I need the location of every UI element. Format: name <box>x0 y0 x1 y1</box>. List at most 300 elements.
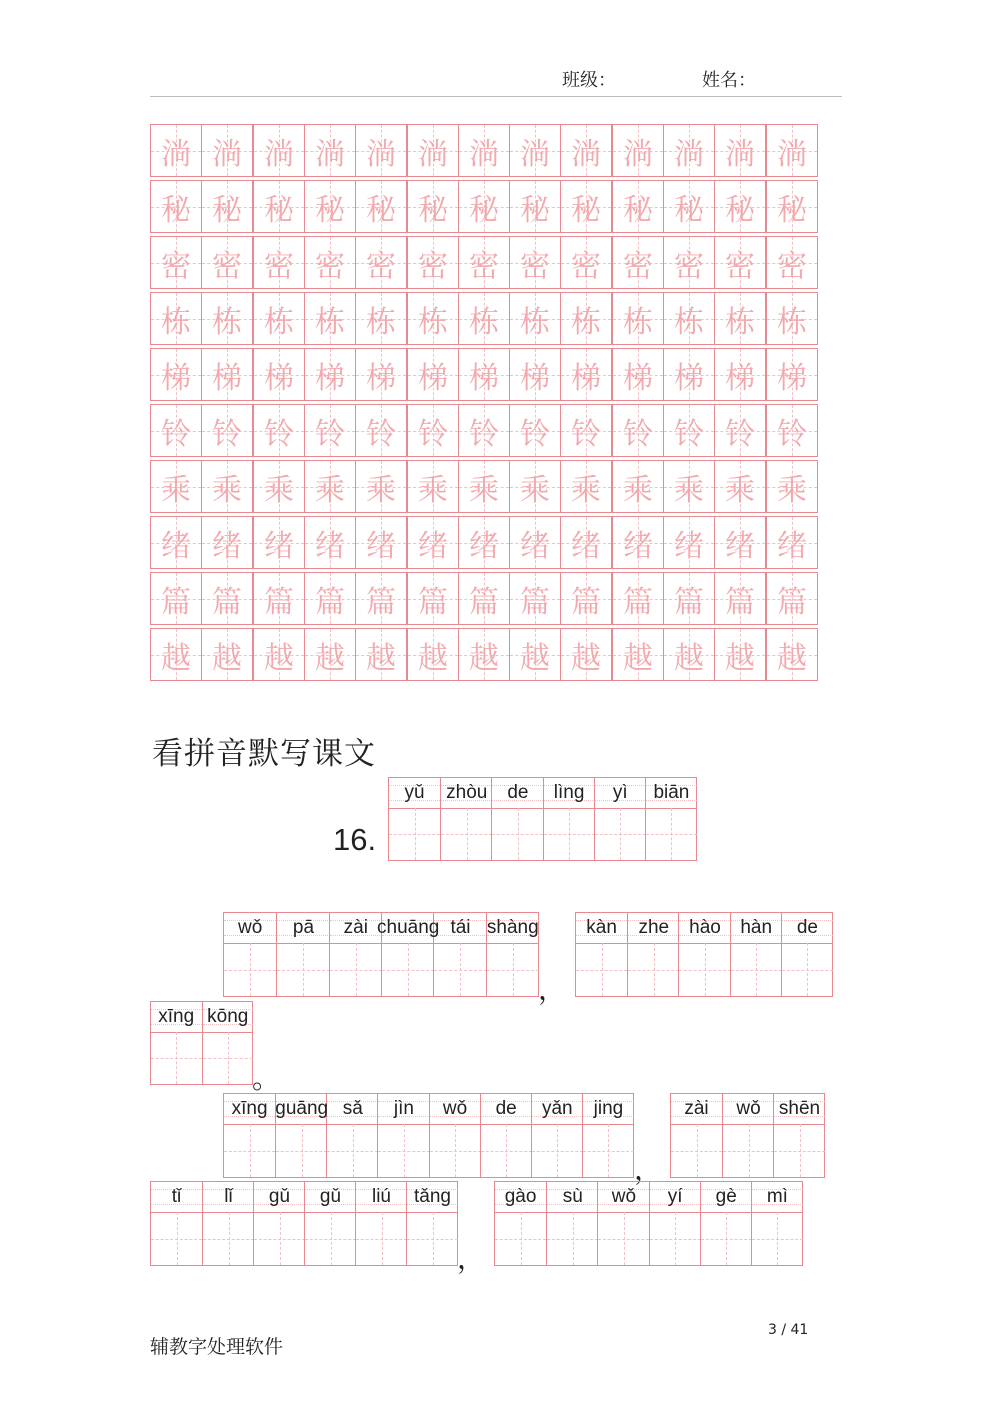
character-write-box[interactable] <box>378 1124 429 1177</box>
trace-character: 越 <box>571 640 601 676</box>
practice-cell <box>458 572 510 625</box>
practice-cell <box>150 516 202 569</box>
character-write-box[interactable] <box>532 1124 583 1177</box>
trace-character: 铃 <box>212 416 242 452</box>
practice-cell <box>304 404 356 457</box>
practice-cell <box>560 180 612 233</box>
pinyin-label: zài <box>671 1094 722 1125</box>
pinyin-label: lìng <box>544 778 595 809</box>
trace-character: 淌 <box>520 136 550 172</box>
character-write-box[interactable] <box>407 1212 458 1265</box>
practice-cell <box>560 460 612 513</box>
character-write-box[interactable] <box>441 808 492 860</box>
character-write-box[interactable] <box>782 943 833 996</box>
pinyin-label: jìn <box>378 1094 429 1125</box>
trace-character: 乘 <box>725 472 755 508</box>
writing-cell[interactable] <box>304 1182 356 1265</box>
trace-character: 秘 <box>469 192 499 228</box>
trace-character: 秘 <box>264 192 294 228</box>
character-write-box[interactable] <box>646 808 697 860</box>
trace-character: 越 <box>777 640 807 676</box>
practice-cell <box>253 628 305 681</box>
pinyin-label: wǒ <box>598 1182 649 1213</box>
character-write-box[interactable] <box>731 943 782 996</box>
practice-cell <box>407 404 459 457</box>
trace-character: 梯 <box>520 360 550 396</box>
practice-cell <box>458 292 510 345</box>
practice-cell <box>714 348 766 401</box>
writing-cell[interactable] <box>773 1094 825 1177</box>
practice-cell <box>714 628 766 681</box>
trace-character: 篇 <box>212 584 242 620</box>
character-write-box[interactable] <box>277 943 329 996</box>
trace-character: 越 <box>161 640 191 676</box>
trace-character: 密 <box>418 248 448 284</box>
writing-cell[interactable] <box>751 1182 803 1265</box>
practice-cell <box>663 124 715 177</box>
pinyin-label: jing <box>583 1094 634 1125</box>
pinyin-label: yǔ <box>389 778 440 809</box>
character-write-box[interactable] <box>254 1212 305 1265</box>
practice-cell <box>150 460 202 513</box>
character-write-box[interactable] <box>576 943 627 996</box>
practice-cell <box>253 516 305 569</box>
pinyin-label: hàn <box>731 913 782 944</box>
writing-cell[interactable] <box>224 1094 275 1177</box>
writing-cell[interactable] <box>576 913 627 996</box>
practice-cell <box>663 516 715 569</box>
trace-character: 淌 <box>777 136 807 172</box>
character-write-box[interactable] <box>224 943 276 996</box>
trace-character: 梯 <box>623 360 653 396</box>
practice-cell <box>509 348 561 401</box>
character-write-box[interactable] <box>330 943 382 996</box>
trace-character: 乘 <box>520 472 550 508</box>
practice-cell <box>458 516 510 569</box>
practice-cell <box>304 180 356 233</box>
character-write-box[interactable] <box>492 808 543 860</box>
practice-row <box>150 572 817 625</box>
writing-cell[interactable] <box>480 1094 532 1177</box>
trace-character: 淌 <box>161 136 191 172</box>
pinyin-label: xīng <box>224 1094 275 1125</box>
pinyin-label: shēn <box>774 1094 825 1125</box>
trace-character: 乘 <box>161 472 191 508</box>
character-write-box[interactable] <box>151 1212 202 1265</box>
practice-row <box>150 628 817 681</box>
character-write-box[interactable] <box>389 808 440 860</box>
trace-character: 绪 <box>469 528 499 564</box>
practice-cell <box>663 628 715 681</box>
trace-character: 铃 <box>469 416 499 452</box>
pinyin-label: zhòu <box>441 778 492 809</box>
trace-character: 栋 <box>418 304 448 340</box>
writing-cell[interactable] <box>406 1182 458 1265</box>
practice-cell <box>407 292 459 345</box>
trace-character: 秘 <box>212 192 242 228</box>
practice-cell <box>612 124 664 177</box>
trace-character: 铃 <box>623 416 653 452</box>
writing-cell[interactable] <box>377 913 440 996</box>
pinyin-label: kàn <box>576 913 627 944</box>
writing-cell[interactable] <box>597 1182 649 1265</box>
trace-character: 秘 <box>725 192 755 228</box>
character-write-box[interactable] <box>547 1212 598 1265</box>
practice-cell <box>766 572 818 625</box>
writing-cell[interactable] <box>202 1182 254 1265</box>
writing-cell[interactable] <box>594 778 646 860</box>
trace-character: 铃 <box>418 416 448 452</box>
writing-cell[interactable] <box>151 1182 202 1265</box>
practice-cell <box>458 460 510 513</box>
trace-character: 栋 <box>674 304 704 340</box>
character-write-box[interactable] <box>224 1124 275 1177</box>
practice-cell <box>304 348 356 401</box>
practice-cell <box>766 348 818 401</box>
character-write-box[interactable] <box>679 943 730 996</box>
writing-cell[interactable] <box>671 1094 722 1177</box>
character-write-box[interactable] <box>701 1212 752 1265</box>
practice-cell <box>612 404 664 457</box>
pinyin-label: sù <box>547 1182 598 1213</box>
trace-character: 铃 <box>777 416 807 452</box>
character-write-box[interactable] <box>487 943 539 996</box>
character-write-box[interactable] <box>481 1124 532 1177</box>
writing-cell[interactable] <box>253 1182 305 1265</box>
trace-character: 梯 <box>212 360 242 396</box>
name-label: 姓名： <box>702 70 756 91</box>
practice-row <box>150 124 817 177</box>
trace-character: 铃 <box>264 416 294 452</box>
trace-character: 淌 <box>366 136 396 172</box>
character-write-box[interactable] <box>544 808 595 860</box>
trace-character: 乘 <box>418 472 448 508</box>
practice-cell <box>612 628 664 681</box>
practice-cell <box>509 292 561 345</box>
practice-cell <box>766 180 818 233</box>
writing-cell[interactable] <box>326 1094 378 1177</box>
pinyin-label: gǔ <box>305 1182 356 1213</box>
writing-cell[interactable] <box>275 1094 327 1177</box>
practice-cell <box>509 460 561 513</box>
practice-cell <box>458 628 510 681</box>
trace-character: 淌 <box>725 136 755 172</box>
trace-character: 绪 <box>571 528 601 564</box>
writing-cell[interactable] <box>491 778 543 860</box>
practice-cell <box>253 404 305 457</box>
writing-cell[interactable] <box>433 913 486 996</box>
practice-cell <box>509 404 561 457</box>
trace-character: 乘 <box>315 472 345 508</box>
character-write-box[interactable] <box>650 1212 701 1265</box>
character-write-box[interactable] <box>752 1212 803 1265</box>
trace-character: 密 <box>520 248 550 284</box>
practice-cell <box>304 124 356 177</box>
trace-character: 密 <box>366 248 396 284</box>
writing-cell[interactable] <box>355 1182 407 1265</box>
trace-character: 绪 <box>520 528 550 564</box>
practice-cell <box>355 236 407 289</box>
practice-cell <box>612 236 664 289</box>
trace-character: 栋 <box>571 304 601 340</box>
writing-cell[interactable] <box>543 778 595 860</box>
writing-cell[interactable] <box>722 1094 774 1177</box>
word-box-zaiwo <box>670 1093 825 1178</box>
comma-2: ， <box>634 1153 663 1186</box>
practice-cell <box>407 516 459 569</box>
practice-cell <box>355 180 407 233</box>
pinyin-label: de <box>481 1094 532 1125</box>
trace-character: 篇 <box>469 584 499 620</box>
trace-character: 乘 <box>212 472 242 508</box>
character-write-box[interactable] <box>203 1212 254 1265</box>
pinyin-label: de <box>782 913 833 944</box>
practice-cell <box>560 404 612 457</box>
trace-character: 篇 <box>520 584 550 620</box>
practice-cell <box>714 404 766 457</box>
trace-character: 淌 <box>469 136 499 172</box>
practice-cell <box>714 292 766 345</box>
trace-character: 乘 <box>777 472 807 508</box>
practice-cell <box>714 236 766 289</box>
trace-character: 密 <box>777 248 807 284</box>
trace-character: 栋 <box>161 304 191 340</box>
character-write-box[interactable] <box>671 1124 722 1177</box>
writing-cell[interactable] <box>700 1182 752 1265</box>
practice-cell <box>304 292 356 345</box>
practice-cell <box>150 572 202 625</box>
trace-character: 栋 <box>366 304 396 340</box>
writing-cell[interactable] <box>730 913 782 996</box>
trace-character: 乘 <box>264 472 294 508</box>
trace-character: 铃 <box>520 416 550 452</box>
pinyin-label: lǐ <box>203 1182 254 1213</box>
character-write-box[interactable] <box>151 1032 202 1084</box>
character-write-box[interactable] <box>583 1124 634 1177</box>
trace-character: 越 <box>469 640 499 676</box>
pinyin-label: yì <box>595 778 646 809</box>
practice-cell <box>766 236 818 289</box>
writing-cell[interactable] <box>546 1182 598 1265</box>
trace-character: 栋 <box>315 304 345 340</box>
practice-cell <box>253 572 305 625</box>
pinyin-label: sǎ <box>327 1094 378 1125</box>
character-write-box[interactable] <box>382 943 434 996</box>
trace-character: 绪 <box>674 528 704 564</box>
writing-cell[interactable] <box>645 778 697 860</box>
practice-cell <box>201 180 253 233</box>
writing-cell[interactable] <box>678 913 730 996</box>
trace-character: 篇 <box>623 584 653 620</box>
practice-cell <box>458 124 510 177</box>
trace-character: 秘 <box>520 192 550 228</box>
practice-cell <box>714 516 766 569</box>
trace-character: 乘 <box>366 472 396 508</box>
writing-cell[interactable] <box>329 913 382 996</box>
trace-character: 栋 <box>623 304 653 340</box>
character-write-box[interactable] <box>598 1212 649 1265</box>
trace-character: 栋 <box>725 304 755 340</box>
trace-character: 铃 <box>571 416 601 452</box>
trace-character: 密 <box>725 248 755 284</box>
practice-cell <box>150 180 202 233</box>
practice-cell <box>304 516 356 569</box>
character-write-box[interactable] <box>203 1032 254 1084</box>
character-write-box[interactable] <box>774 1124 825 1177</box>
header-divider <box>150 96 842 97</box>
trace-character: 绪 <box>623 528 653 564</box>
character-write-box[interactable] <box>276 1124 327 1177</box>
practice-cell <box>663 236 715 289</box>
writing-cell[interactable] <box>429 1094 481 1177</box>
trace-character: 梯 <box>161 360 191 396</box>
trace-character: 梯 <box>418 360 448 396</box>
pinyin-label: mì <box>752 1182 803 1213</box>
practice-cell <box>201 292 253 345</box>
pinyin-label: shàng <box>487 913 539 944</box>
practice-cell <box>714 124 766 177</box>
trace-character: 乘 <box>623 472 653 508</box>
trace-character: 密 <box>623 248 653 284</box>
trace-character: 篇 <box>571 584 601 620</box>
writing-cell[interactable] <box>781 913 833 996</box>
writing-cell[interactable] <box>582 1094 634 1177</box>
practice-cell <box>509 516 561 569</box>
writing-cell[interactable] <box>389 778 440 860</box>
practice-cell <box>509 236 561 289</box>
character-write-box[interactable] <box>495 1212 546 1265</box>
character-write-box[interactable] <box>628 943 679 996</box>
practice-cell <box>612 516 664 569</box>
character-write-box[interactable] <box>595 808 646 860</box>
practice-cell <box>714 460 766 513</box>
writing-cell[interactable] <box>202 1002 254 1084</box>
writing-cell[interactable] <box>495 1182 546 1265</box>
practice-cell <box>201 460 253 513</box>
writing-cell[interactable] <box>440 778 492 860</box>
trace-character: 秘 <box>777 192 807 228</box>
practice-cell <box>201 348 253 401</box>
practice-cell <box>766 628 818 681</box>
word-box-yuzhou <box>388 777 697 861</box>
writing-cell[interactable] <box>486 913 539 996</box>
character-write-box[interactable] <box>327 1124 378 1177</box>
character-write-box[interactable] <box>305 1212 356 1265</box>
practice-cell <box>458 404 510 457</box>
practice-cell <box>766 516 818 569</box>
trace-character: 淌 <box>571 136 601 172</box>
pinyin-label: gè <box>701 1182 752 1213</box>
pinyin-label: gǔ <box>254 1182 305 1213</box>
trace-character: 篇 <box>777 584 807 620</box>
trace-character: 铃 <box>366 416 396 452</box>
footer-text: 辅教字处理软件 <box>150 1336 284 1358</box>
character-write-box[interactable] <box>723 1124 774 1177</box>
practice-cell <box>355 572 407 625</box>
practice-cell <box>253 124 305 177</box>
writing-cell[interactable] <box>627 913 679 996</box>
practice-cell <box>253 236 305 289</box>
practice-cell <box>560 124 612 177</box>
trace-character: 绪 <box>725 528 755 564</box>
trace-character: 越 <box>674 640 704 676</box>
practice-cell <box>612 180 664 233</box>
pinyin-label: wǒ <box>430 1094 481 1125</box>
character-write-box[interactable] <box>430 1124 481 1177</box>
practice-cell <box>355 124 407 177</box>
practice-cell <box>714 180 766 233</box>
trace-character: 淌 <box>623 136 653 172</box>
practice-row <box>150 180 817 233</box>
trace-character: 梯 <box>366 360 396 396</box>
trace-character: 越 <box>725 640 755 676</box>
pinyin-label: chuāng <box>382 913 434 944</box>
practice-cell <box>560 516 612 569</box>
practice-cell <box>150 292 202 345</box>
practice-cell <box>714 572 766 625</box>
character-write-box[interactable] <box>356 1212 407 1265</box>
writing-cell[interactable] <box>649 1182 701 1265</box>
practice-cell <box>355 516 407 569</box>
lesson-number: 16. <box>333 822 377 857</box>
practice-row <box>150 460 817 513</box>
practice-cell <box>150 628 202 681</box>
pinyin-label: de <box>492 778 543 809</box>
trace-character: 乘 <box>674 472 704 508</box>
practice-cell <box>150 404 202 457</box>
section-title: 看拼音默写课文 <box>152 736 376 772</box>
pinyin-label: yǎn <box>532 1094 583 1125</box>
writing-cell[interactable] <box>151 1002 202 1084</box>
practice-cell <box>407 628 459 681</box>
practice-cell <box>355 404 407 457</box>
writing-cell[interactable] <box>377 1094 429 1177</box>
trace-character: 密 <box>161 248 191 284</box>
trace-character: 绪 <box>264 528 294 564</box>
pinyin-label: guāng <box>276 1094 327 1125</box>
trace-character: 秘 <box>366 192 396 228</box>
period-1: 。 <box>252 1062 281 1095</box>
pinyin-label: tǎng <box>407 1182 458 1213</box>
writing-cell[interactable] <box>531 1094 583 1177</box>
pinyin-label: pā <box>277 913 329 944</box>
character-write-box[interactable] <box>434 943 486 996</box>
practice-cell <box>253 460 305 513</box>
trace-character: 梯 <box>674 360 704 396</box>
practice-cell <box>304 572 356 625</box>
practice-cell <box>766 292 818 345</box>
trace-character: 秘 <box>623 192 653 228</box>
trace-character: 栋 <box>264 304 294 340</box>
trace-character: 梯 <box>315 360 345 396</box>
word-box-xingkong <box>150 1001 253 1085</box>
practice-cell <box>304 236 356 289</box>
pinyin-label: wǒ <box>224 913 276 944</box>
practice-cell <box>560 628 612 681</box>
writing-cell[interactable] <box>276 913 329 996</box>
practice-cell <box>201 236 253 289</box>
class-label: 班级： <box>562 70 616 91</box>
page-number: 3 / 41 <box>768 1322 809 1338</box>
trace-character: 栋 <box>777 304 807 340</box>
practice-cell <box>355 348 407 401</box>
practice-cell <box>458 236 510 289</box>
trace-character: 铃 <box>315 416 345 452</box>
writing-cell[interactable] <box>224 913 276 996</box>
practice-cell <box>612 348 664 401</box>
practice-cell <box>560 236 612 289</box>
pinyin-label: gào <box>495 1182 546 1213</box>
